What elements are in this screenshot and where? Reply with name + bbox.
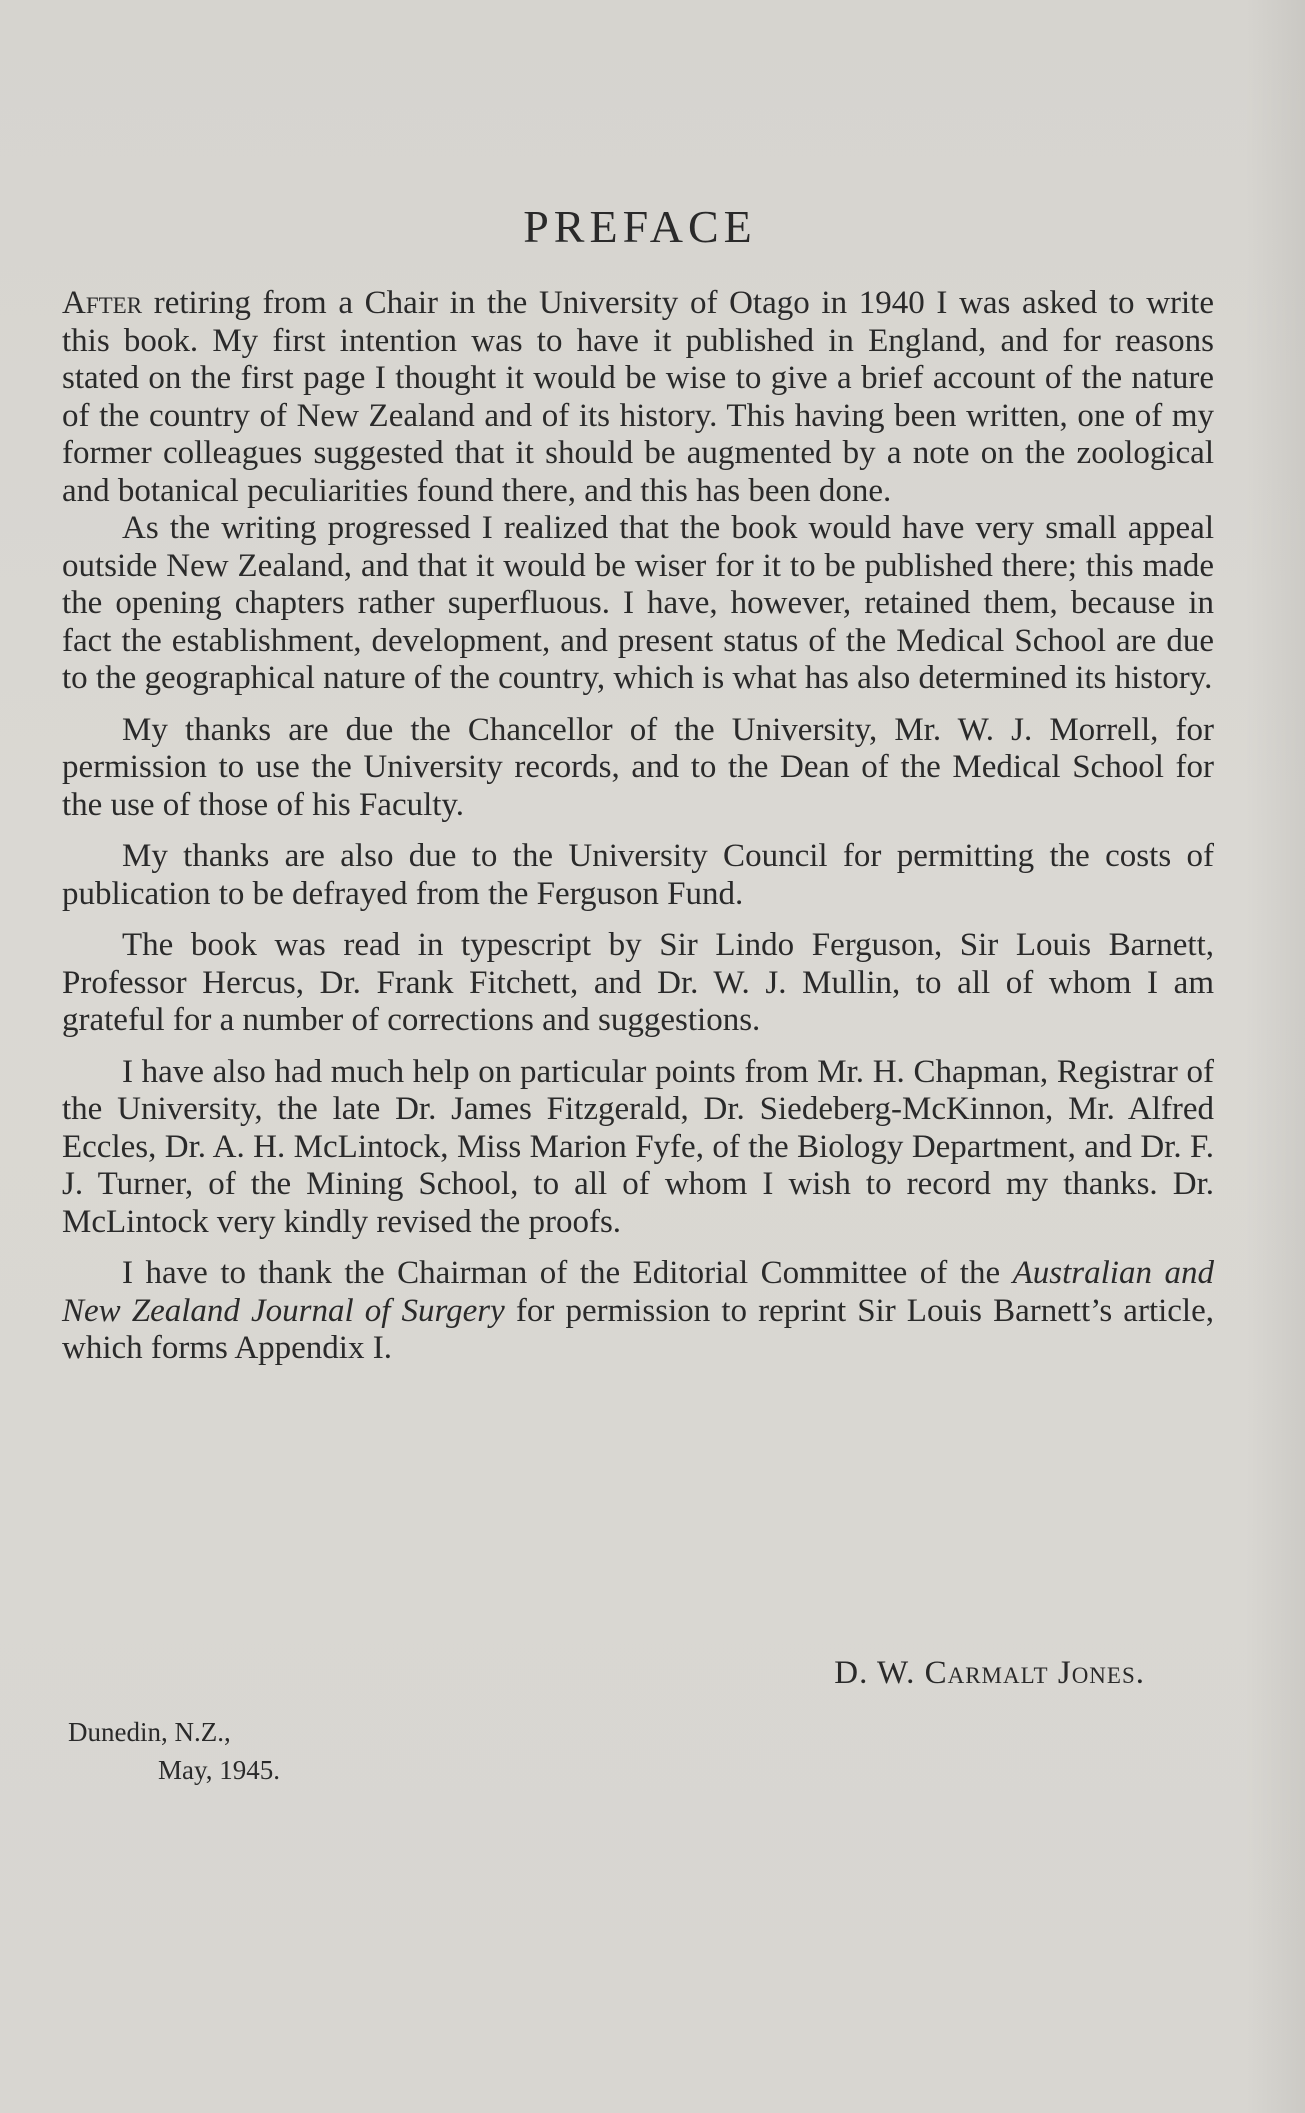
author-signature: D. W. Carmalt Jones. <box>834 1655 1145 1691</box>
paragraph-3: My thanks are due the Chancellor of the University, Mr. W. J. Morrell, for permission to use the University records, and to the Dean of the Medical School for the use of those of his Faculty. <box>62 711 1214 823</box>
paragraph-2: As the writing progressed I realized that the book would have very small appeal outside New Zealand, and that it would be wiser for it to be published there; this made the opening chapters rather superfluous. I have, however, retained them, because in fact the establishment, development, and present status of the Medical School are due to the geographical nature of the country, which is what has also determined its history. <box>62 510 1214 696</box>
page-edge-shadow <box>1245 0 1305 2113</box>
paragraph-1 <box>62 285 1214 510</box>
preface-heading: PREFACE <box>523 201 757 252</box>
paragraph-1-lead: After <box>62 285 143 321</box>
paragraph-4: My thanks are also due to the University Council for permitting the costs of publication to be defrayed from the Ferguson Fund. <box>62 838 1214 912</box>
paragraph-5: The book was read in typescript by Sir Lindo Ferguson, Sir Louis Barnett, Professor Hercus, Dr. Frank Fitchett, and Dr. W. J. Mullin, to all of whom I am grateful for a number of corrections and suggestions. <box>62 927 1214 1038</box>
preface-body <box>62 285 1214 1368</box>
paragraph-7-end: for permission to reprint Sir Louis Barnett’s article, which forms Appendix I. <box>62 1292 1214 1366</box>
date-line: May, 1945. <box>158 1755 280 1785</box>
paragraph-6: I have also had much help on particular points from Mr. H. Chapman, Registrar of the University, the late Dr. James Fitzgerald, Dr. Siedeberg-McKinnon, Mr. Alfred Eccles, Dr. A. H. McLintock, Miss Marion Fyfe, of the Biology Department, and Dr. F. J. Turner, of the Mining School, to all of whom I wish to record my thanks. Dr. McLintock very kindly revised the proofs. <box>62 1053 1214 1240</box>
place-line: Dunedin, N.Z., <box>68 1717 231 1747</box>
paragraph-1-text: retiring from a Chair in the University of Otago in 1940 I was asked to write this book. My first intention was to have it published in England, and for reasons stated on the first page I thought it would be wise to give a brief account of the nature of the country of New Zealand and of its history. This having been written, one of my former colleagues suggested that it should be augmented by a note on the zoological and botanical peculiarities found there, and this has been done. <box>62 285 1214 509</box>
paragraph-7-start: I have to thank the Chairman of the Editorial Committee of the <box>122 1255 1013 1291</box>
paragraph-7 <box>62 1255 1214 1368</box>
journal-title: Australian and New Zealand Journal of Surgery <box>62 1255 1214 1329</box>
